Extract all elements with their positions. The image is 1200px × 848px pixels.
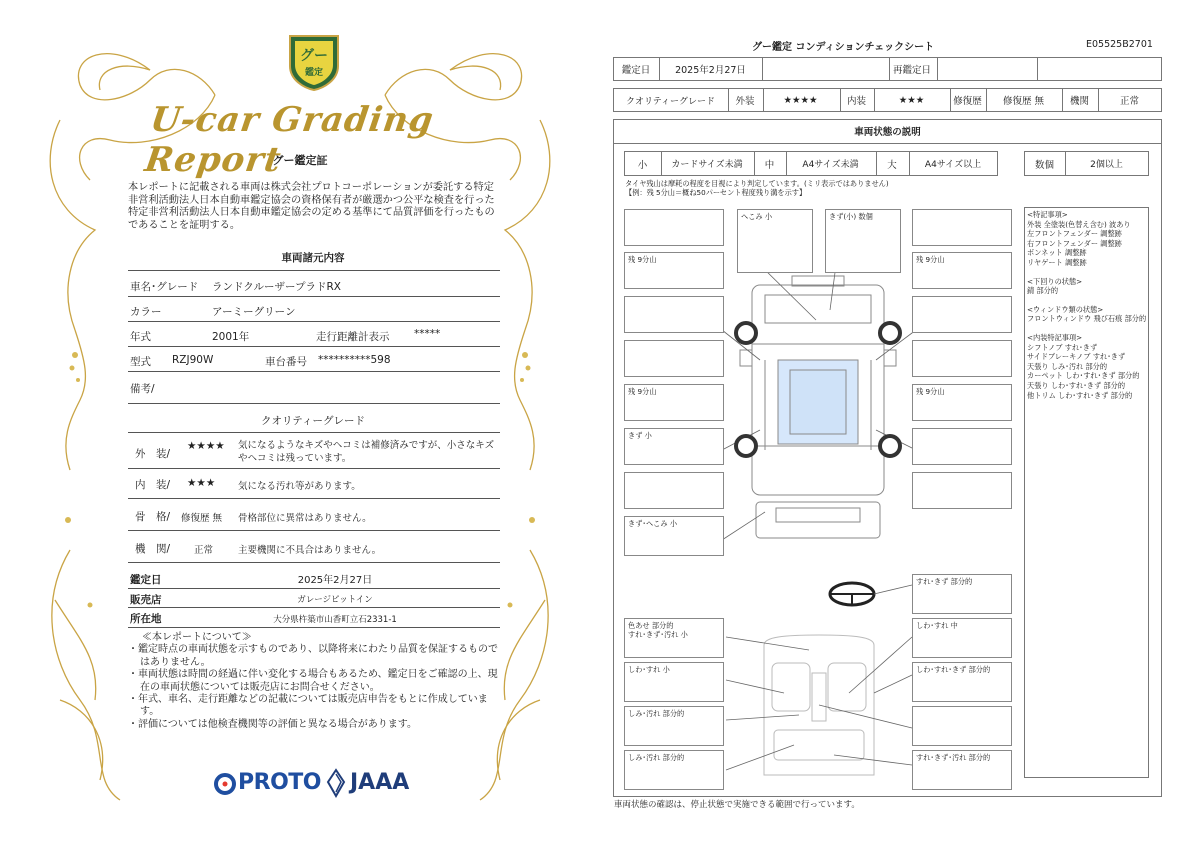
int-box bbox=[912, 706, 1012, 746]
ext-box bbox=[912, 296, 1012, 333]
divider bbox=[128, 627, 500, 628]
under-title: <下回りの状態> bbox=[1027, 276, 1083, 286]
name-value: ランドクルーザープラドRX bbox=[212, 281, 341, 293]
ext-label: きず･へこみ 小 bbox=[628, 519, 678, 528]
section-title: 車両状態の説明 bbox=[854, 127, 921, 138]
color-label: カラー bbox=[130, 306, 162, 318]
interior-note-item: 天張り しみ･汚れ 部分的 bbox=[1027, 361, 1108, 371]
proto-logo-text: PROTO bbox=[238, 770, 321, 795]
ext-label: 残 9分山 bbox=[916, 255, 945, 264]
int-box-dashboard bbox=[624, 618, 724, 658]
exterior-stars: ★★★★ bbox=[187, 440, 225, 452]
ext-label: 残 9分山 bbox=[916, 387, 945, 396]
special-item: 左フロントフェンダー 調整跡 bbox=[1027, 229, 1122, 239]
repair-value: 修復歴 無 bbox=[1002, 96, 1045, 107]
date-value: 2025年2月27日 bbox=[675, 65, 746, 76]
divider bbox=[128, 498, 500, 499]
jaaa-logo-text: JAAA bbox=[350, 770, 410, 795]
date-value: 2025年2月27日 bbox=[297, 575, 373, 586]
engine-value: 正常 bbox=[194, 545, 214, 556]
size-mid: 中 bbox=[764, 159, 775, 171]
divider bbox=[128, 530, 500, 531]
size-mid-desc: A4サイズ未満 bbox=[802, 160, 859, 170]
year-label: 年式 bbox=[130, 331, 151, 343]
svg-text:グー: グー bbox=[300, 48, 328, 64]
interior-note-item: 他トリム しわ･すれ･きず 部分的 bbox=[1027, 390, 1133, 400]
ext-box bbox=[624, 340, 724, 377]
int-label: 色あせ 部分的 すれ･きず･汚れ 小 bbox=[628, 621, 688, 639]
special-item: 外装 全塗装(色替え含む) 波あり bbox=[1027, 219, 1131, 229]
quality-section-title: クオリティーグレード bbox=[261, 415, 365, 427]
int-label: しみ･汚れ 部分的 bbox=[628, 709, 685, 718]
notes-title: ≪本レポートについて≫ bbox=[142, 632, 252, 643]
exterior-label: 外装 bbox=[735, 96, 755, 107]
int-label: しわ･すれ･きず 部分的 bbox=[916, 665, 991, 674]
int-box-rear-seat bbox=[624, 750, 724, 790]
ext-box-front-left bbox=[737, 209, 813, 273]
int-box-rear-trim bbox=[912, 750, 1012, 790]
shop-label: 販売店 bbox=[130, 594, 162, 606]
interior-note-item: 天張り しわ･すれ･きず 部分的 bbox=[1027, 380, 1126, 390]
address-label: 所在地 bbox=[130, 613, 162, 625]
remarks-label: 備考/ bbox=[130, 383, 155, 395]
shop-value: ガレージピットイン bbox=[297, 595, 373, 605]
tire-note: タイヤ残山は摩耗の程度を目視により判定しています。(ミリ表示ではありません) bbox=[625, 179, 889, 188]
divider bbox=[128, 588, 500, 589]
exterior-text: 気になるようなキズやヘコミは補修済みですが、小さなキズやヘコミは残っています。 bbox=[238, 440, 495, 464]
exterior-car-diagram bbox=[720, 250, 920, 550]
int-box-front-seat-r bbox=[912, 618, 1012, 658]
ext-box bbox=[912, 340, 1012, 377]
interior-label: 内 装/ bbox=[135, 479, 171, 491]
engine-label: 機関 bbox=[1069, 96, 1089, 107]
ext-box-tire-rr bbox=[912, 384, 1012, 421]
size-small-desc: カードサイズ未満 bbox=[671, 160, 743, 170]
footer-note: 車両状態の確認は、停止状態で実施できる範囲で行っています。 bbox=[614, 800, 860, 810]
quality-label: クオリティーグレード bbox=[625, 96, 716, 107]
divider bbox=[128, 321, 500, 322]
frame-text: 骨格部位に異常はありません。 bbox=[238, 513, 372, 524]
int-box-door-r bbox=[912, 662, 1012, 702]
ext-box-left-side bbox=[624, 428, 724, 465]
int-label: しわ･すれ 中 bbox=[916, 621, 958, 630]
window-item: フロントウィンドウ 飛び石痕 部分的 bbox=[1027, 314, 1147, 324]
ext-box-tire-fr bbox=[912, 252, 1012, 289]
ext-box-tire-rl bbox=[624, 384, 724, 421]
exterior-stars: ★★★★ bbox=[783, 94, 818, 106]
chassis-label: 車台番号 bbox=[265, 356, 307, 368]
name-label: 車名･グレード bbox=[130, 281, 199, 293]
size-large-desc: A4サイズ以上 bbox=[924, 160, 982, 170]
sheet-title: グー鑑定 コンディションチェックシート bbox=[752, 42, 935, 53]
divider bbox=[128, 607, 500, 608]
divider bbox=[128, 468, 500, 469]
int-label: すれ･きず 部分的 bbox=[916, 577, 973, 586]
frame-label: 骨 格/ bbox=[135, 511, 171, 523]
repair-label: 修復歴 bbox=[953, 96, 982, 107]
spec-section-title: 車両諸元内容 bbox=[281, 252, 345, 264]
report-notes bbox=[128, 632, 498, 731]
certificate-text: 本レポートに記載される車両は株式会社プロトコーポレーションが委託する特定非営利活動法人日本自動車鑑定協会の資格保有者が厳選かつ公平な検査を行った特定非営利活動法人日本自動車鑑定協会の定める基準にて品質評価を行ったものであることを証明する。 bbox=[128, 182, 495, 231]
interior-note-item: サイドブレーキノブ すれ･きず bbox=[1027, 352, 1126, 362]
ext-box bbox=[912, 428, 1012, 465]
int-box-steering bbox=[912, 574, 1012, 614]
goo-kantei-badge-icon bbox=[284, 30, 344, 92]
special-title: <特記事項> bbox=[1027, 210, 1068, 219]
year-value: 2001年 bbox=[212, 331, 250, 343]
ext-box-tire-fl bbox=[624, 252, 724, 289]
size-small: 小 bbox=[637, 159, 648, 171]
note-item: ・車両状態は時間の経過に伴い変化する場合もあるため、鑑定日をご確認の上、現在の車両状態については販売店にお問合せください。 bbox=[128, 669, 498, 693]
redate-label: 再鑑定日 bbox=[892, 65, 931, 76]
ext-box bbox=[624, 296, 724, 333]
ext-label: 残 9分山 bbox=[628, 255, 657, 264]
int-box-console bbox=[624, 706, 724, 746]
tire-example: 【例：残 5分山＝概ね50パーセント程度残り溝を示す】 bbox=[625, 188, 807, 197]
ext-label: きず 小 bbox=[628, 431, 652, 440]
ext-label: へこみ 小 bbox=[741, 212, 773, 221]
under-item: 錆 部分的 bbox=[1027, 286, 1059, 296]
note-item: ・年式、車名、走行距離などの記載については販売店申告をもとに作成しています。 bbox=[128, 694, 488, 718]
divider bbox=[128, 371, 500, 372]
interior-label: 内装 bbox=[846, 96, 866, 107]
note-item: ・評価については他検査機関等の評価と異なる場合があります。 bbox=[128, 718, 417, 730]
ext-box bbox=[912, 472, 1012, 509]
divider bbox=[128, 296, 500, 297]
report-title: U-car Grading Report bbox=[142, 100, 437, 180]
size-large: 大 bbox=[887, 159, 897, 171]
engine-label: 機 関/ bbox=[135, 543, 171, 555]
count-desc: 2個以上 bbox=[1090, 160, 1123, 170]
sheet-id: E05525B2701 bbox=[1086, 39, 1153, 50]
mileage-value: ***** bbox=[414, 328, 441, 340]
date-label: 鑑定日 bbox=[130, 574, 162, 586]
divider bbox=[128, 562, 500, 563]
date-label: 鑑定日 bbox=[621, 65, 651, 76]
interior-note-item: シフトノブ すれ･きず bbox=[1027, 342, 1098, 352]
count-label: 数個 bbox=[1034, 159, 1054, 171]
mileage-label: 走行距離計表示 bbox=[316, 331, 390, 343]
special-notes bbox=[1027, 210, 1152, 400]
ext-box-rear bbox=[624, 516, 724, 556]
interior-notes-title: <内装特記事項> bbox=[1027, 332, 1083, 342]
frame-value: 修復歴 無 bbox=[181, 513, 223, 524]
int-label: すれ･きず･汚れ 部分的 bbox=[916, 753, 991, 762]
chassis-value: **********598 bbox=[318, 354, 391, 366]
svg-text:鑑定: 鑑定 bbox=[304, 68, 324, 78]
window-title: <ウィンドウ類の状態> bbox=[1027, 304, 1104, 314]
ext-label: 残 9分山 bbox=[628, 387, 657, 396]
divider bbox=[128, 270, 500, 271]
color-value: アーミーグリーン bbox=[212, 306, 296, 318]
jaaa-logo-icon bbox=[326, 768, 346, 798]
model-label: 型式 bbox=[130, 356, 151, 368]
divider bbox=[128, 432, 500, 433]
exterior-label: 外 装/ bbox=[135, 448, 171, 460]
ext-box bbox=[624, 472, 724, 509]
ext-box bbox=[624, 209, 724, 246]
divider bbox=[128, 403, 500, 404]
engine-text: 主要機関に不具合はありません。 bbox=[238, 545, 382, 556]
note-item: ・鑑定時点の車両状態を示すものであり、以降将来にわたり品質を保証するものではありません。 bbox=[128, 644, 498, 668]
divider bbox=[128, 346, 500, 347]
address-value: 大分県杵築市山香町立石2331-1 bbox=[273, 615, 397, 625]
engine-value: 正常 bbox=[1119, 96, 1139, 107]
interior-stars: ★★★ bbox=[898, 94, 925, 106]
int-box-front-seat-l bbox=[624, 662, 724, 702]
ext-box bbox=[912, 209, 1012, 246]
ext-box-front-right bbox=[825, 209, 901, 273]
certificate-title: グー鑑定証 bbox=[272, 154, 328, 167]
special-item: 右フロントフェンダー 調整跡 bbox=[1027, 238, 1122, 248]
interior-note-item: カーペット しわ･すれ･きず 部分的 bbox=[1027, 371, 1140, 381]
special-item: ボンネット 調整跡 bbox=[1027, 248, 1087, 258]
model-value: RZJ90W bbox=[172, 354, 214, 366]
ext-label: きず(小) 数個 bbox=[829, 212, 873, 221]
interior-text: 気になる汚れ等があります。 bbox=[238, 481, 361, 492]
proto-logo-icon bbox=[214, 772, 236, 798]
int-label: しわ･すれ 小 bbox=[628, 665, 670, 674]
interior-car-diagram bbox=[724, 575, 914, 790]
special-item: リヤゲート 調整跡 bbox=[1027, 257, 1087, 267]
interior-stars: ★★★ bbox=[187, 477, 216, 489]
int-label: しみ･汚れ 部分的 bbox=[628, 753, 685, 762]
